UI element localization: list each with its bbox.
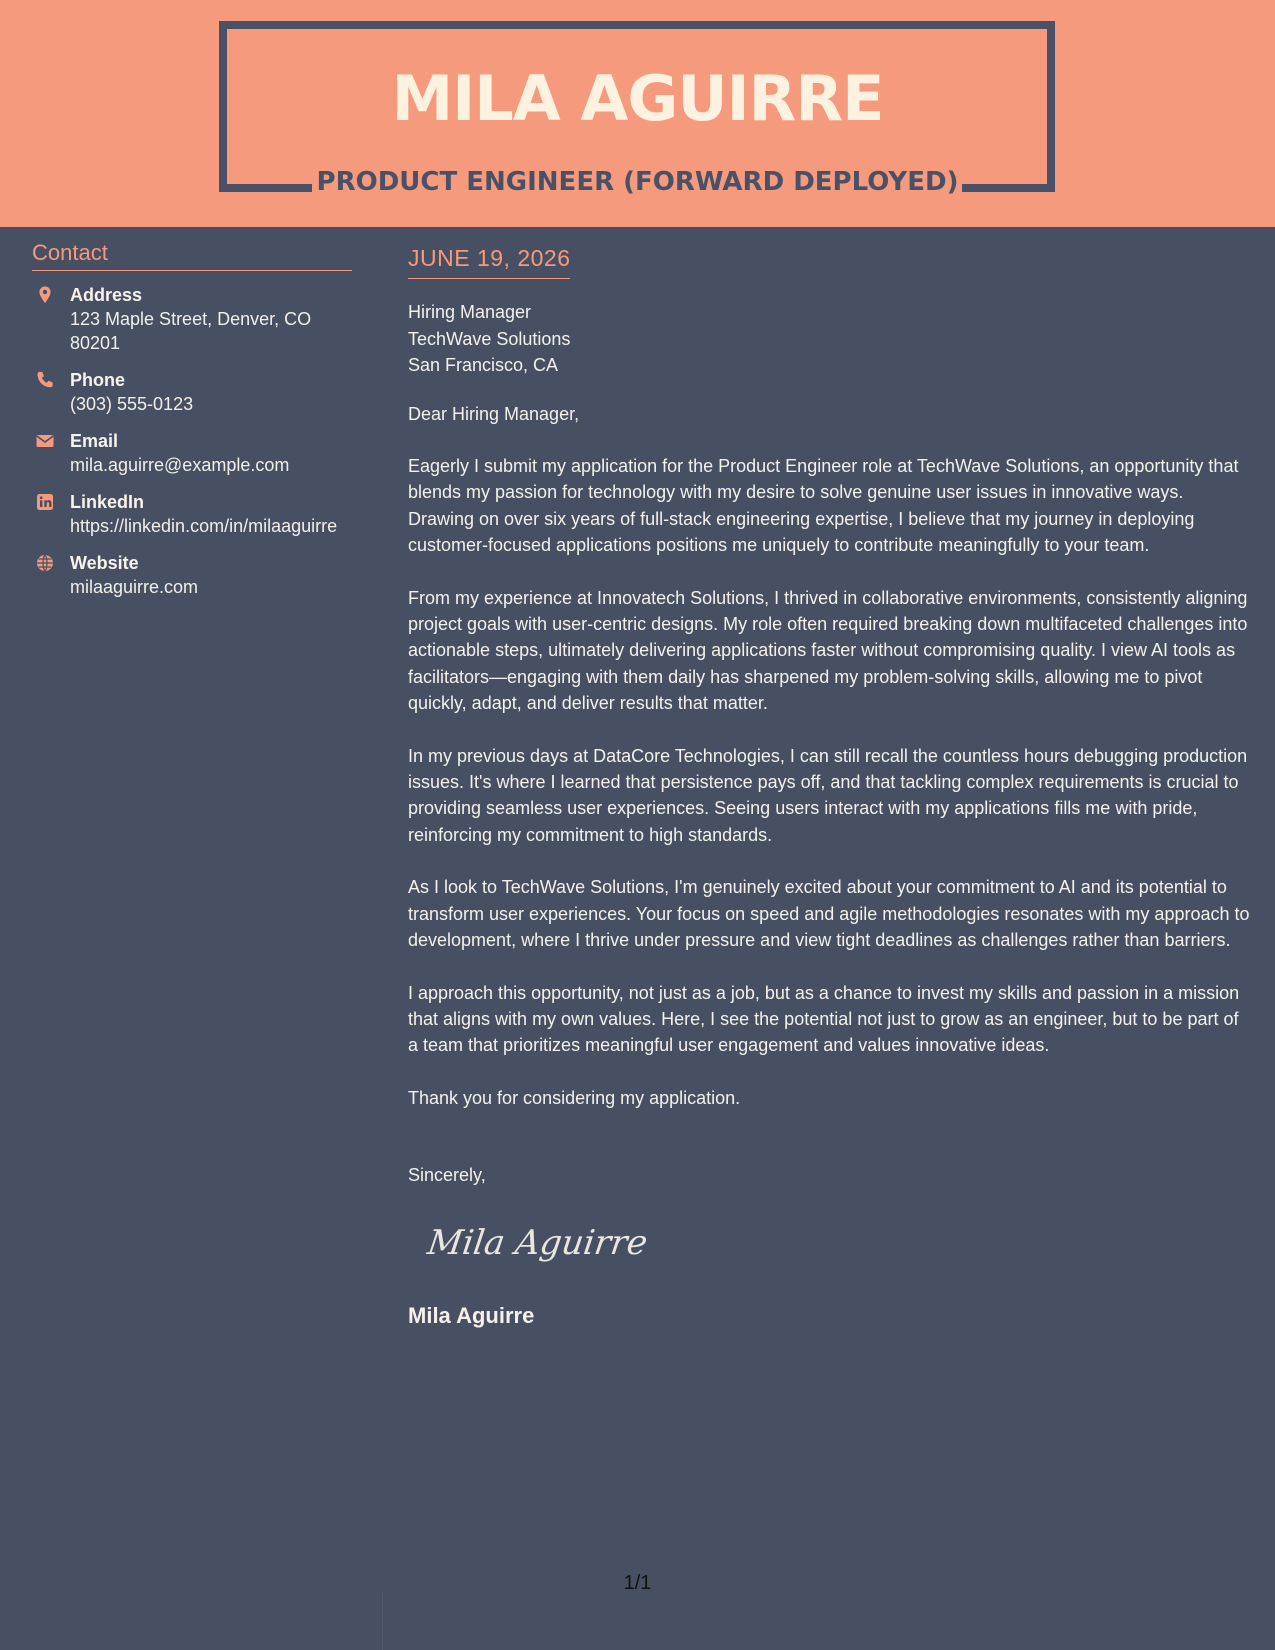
page-number: 1/1 xyxy=(623,1572,652,1594)
closing: Sincerely, xyxy=(408,1165,486,1186)
email-label: Email xyxy=(70,431,119,451)
phone-value[interactable]: (303) 555-0123 xyxy=(70,394,194,414)
paragraph-4: As I look to TechWave Solutions, I'm genuinely excited about your commitment to AI and its potential to transform user experiences. Your focus on speed and agile methodologies resonates with my approach to development, where I thrive under pressure and view tight deadlines as challenges rather than barriers. xyxy=(408,877,1250,951)
letter-date: JUNE 19, 2026 xyxy=(408,245,570,279)
contact-item-linkedin xyxy=(32,490,352,538)
applicant-name: MILA AGUIRRE xyxy=(391,62,884,135)
recipient-location: San Francisco, CA xyxy=(408,355,559,375)
handwritten-signature xyxy=(424,1214,1250,1275)
salutation: Dear Hiring Manager, xyxy=(408,403,580,424)
job-title: PRODUCT ENGINEER (FORWARD DEPLOYED) xyxy=(316,167,959,197)
linkedin-icon xyxy=(32,490,70,538)
address-value: 123 Maple Street, Denver, CO 80201 xyxy=(70,309,312,353)
recipient-block xyxy=(408,299,1250,379)
recipient-company: TechWave Solutions xyxy=(408,328,571,349)
recipient-title: Hiring Manager xyxy=(408,302,532,322)
globe-icon xyxy=(32,551,70,599)
linkedin-label: LinkedIn xyxy=(70,492,145,512)
contact-sidebar xyxy=(32,240,352,612)
contact-item-phone xyxy=(32,368,352,416)
signer-name: Mila Aguirre xyxy=(408,1303,535,1329)
header-banner xyxy=(0,0,1275,227)
email-value[interactable]: mila.aguirre@example.com xyxy=(70,455,290,475)
linkedin-value[interactable]: https://linkedin.com/in/milaaguirre xyxy=(70,516,338,536)
contact-item-website xyxy=(32,551,352,599)
divider-line xyxy=(382,1592,383,1650)
phone-icon xyxy=(32,368,70,416)
envelope-icon xyxy=(32,429,70,477)
address-label: Address xyxy=(70,285,143,305)
contact-item-address xyxy=(32,283,352,355)
phone-label: Phone xyxy=(70,370,126,390)
paragraph-3: In my previous days at DataCore Technologies, I can still recall the countless hours debugging production issues. It's where I learned that persistence pays off, and that tackling complex requirements is crucial to providing seamless user experiences. Seeing users interact with my applications fills me with pride, reinforcing my commitment to high standards. xyxy=(408,745,1248,845)
website-label: Website xyxy=(70,553,139,573)
website-value[interactable]: milaaguirre.com xyxy=(70,577,199,597)
signature-text: Mila Aguirre xyxy=(425,1223,651,1264)
map-pin-icon xyxy=(32,283,70,355)
letter-body xyxy=(408,245,1250,1329)
paragraph-5: I approach this opportunity, not just as a job, but as a chance to invest my skills and passion in a mission that aligns with my own values. Here, I see the potential not just to grow as an engineer, but to be part of a team that prioritizes meaningful user engagement and values innovative ideas. xyxy=(408,982,1240,1056)
paragraph-thanks: Thank you for considering my application. xyxy=(408,1087,741,1108)
contact-heading: Contact xyxy=(32,240,352,271)
paragraph-1: Eagerly I submit my application for the Product Engineer role at TechWave Solutions, an opportunity that blends my passion for technology with my desire to solve genuine user issues in innovative ways. Drawing on over six years of full-stack engineering expertise, I believe that my journey in deploying customer-focused applications positions me uniquely to contribute meaningfully to your team. xyxy=(408,456,1239,556)
contact-item-email xyxy=(32,429,352,477)
paragraph-2: From my experience at Innovatech Solutions, I thrived in collaborative environments, consistently aligning project goals with user-centric designs. My role often required breaking down multifaceted challenges into actionable steps, ultimately delivering applications faster without compromising quality. I view AI tools as facilitators—engaging with them daily has sharpened my problem-solving skills, allowing me to pivot quickly, adapt, and deliver results that matter. xyxy=(408,587,1248,714)
frame-top-border xyxy=(219,21,1055,29)
